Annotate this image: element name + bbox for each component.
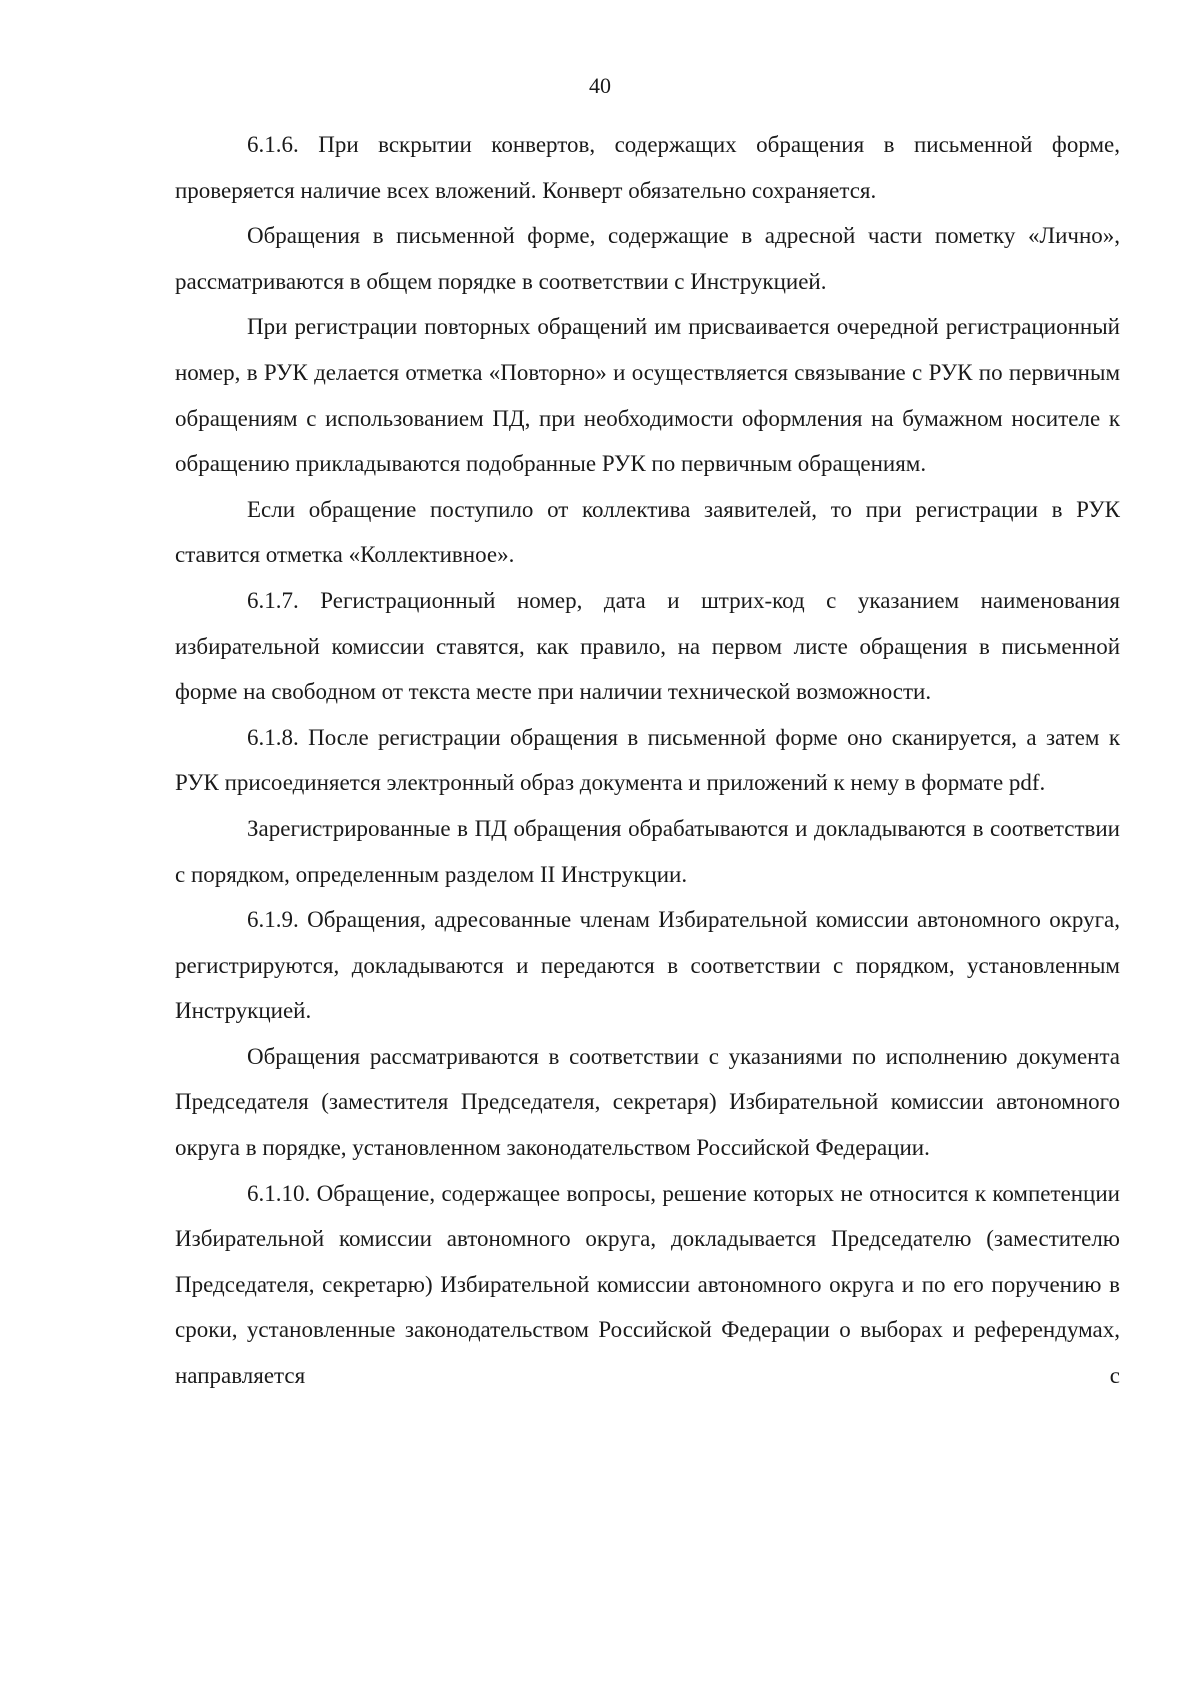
paragraph-consideration: Обращения рассматриваются в соответствии с указаниями по исполнению документа Председателя (заместителя Председателя, секретаря) Избирательной комиссии автономного округа в порядке, установленном законодательством Российской Федерации. <box>175 1043 1120 1161</box>
paragraph-6-1-9: 6.1.9. Обращения, адресованные членам Избирательной комиссии автономного округа, регистрируются, докладываются и передаются в соответствии с порядком, установленным Инструкцией. <box>175 907 1120 1024</box>
page-number: 40 <box>589 73 611 98</box>
paragraph-6-1-10: 6.1.10. Обращение, содержащее вопросы, решение которых не относится к компетенции Избирательной комиссии автономного округа, докладывается Председателю (заместителю Председателя, секретарю) Избирательной комиссии автономного округа и по его поручению в сроки, установленные законодательством Российской Федерации о выборах и референдумах, направляется с <box>175 1180 1120 1389</box>
paragraph-6-1-7: 6.1.7. Регистрационный номер, дата и штрих-код с указанием наименования избирательной комиссии ставятся, как правило, на первом листе обращения в письменной форме на свободном от текста месте при наличии технической возможности. <box>175 587 1120 705</box>
paragraph-registered-processing: Зарегистрированные в ПД обращения обрабатываются и докладываются в соответствии с порядком, определенным разделом II Инструкции. <box>175 815 1120 887</box>
document-body <box>175 122 1120 1399</box>
paragraph-6-1-6: 6.1.6. При вскрытии конвертов, содержащих обращения в письменной форме, проверяется наличие всех вложений. Конверт обязательно сохраняется. <box>175 132 1120 203</box>
paragraph-personal-mark: Обращения в письменной форме, содержащие в адресной части пометку «Лично», рассматриваются в общем порядке в соответствии с Инструкцией. <box>175 223 1120 294</box>
paragraph-6-1-8: 6.1.8. После регистрации обращения в письменной форме оно сканируется, а затем к РУК присоединяется электронный образ документа и приложений к нему в формате pdf. <box>175 724 1120 796</box>
paragraph-repeat-registration: При регистрации повторных обращений им присваивается очередной регистрационный номер, в РУК делается отметка «Повторно» и осуществляется связывание с РУК по первичным обращениям с использованием ПД, при необходимости оформления на бумажном носителе к обращению прикладываются подобранные РУК по первичным обращениям. <box>175 314 1120 477</box>
paragraph-collective: Если обращение поступило от коллектива заявителей, то при регистрации в РУК ставится отметка «Коллективное». <box>175 496 1120 568</box>
